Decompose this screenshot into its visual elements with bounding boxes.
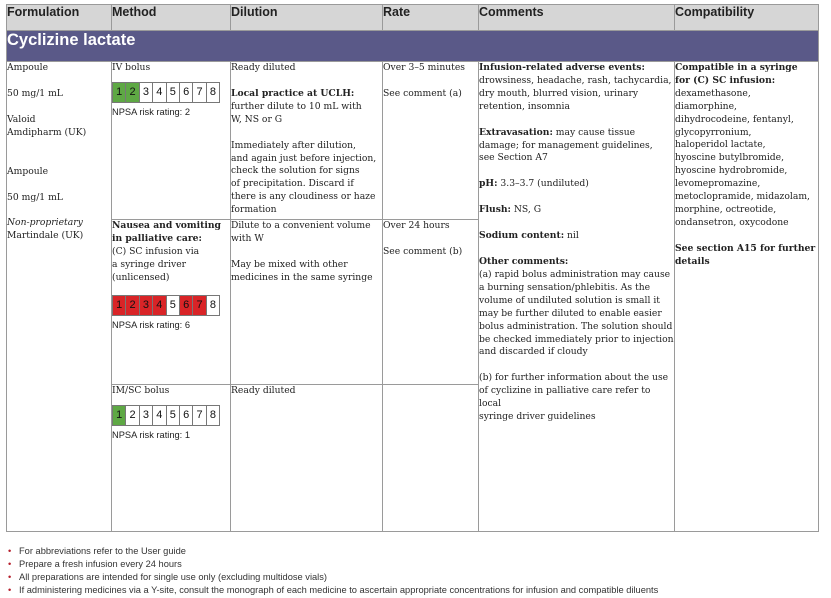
method-label: in palliative care: bbox=[112, 232, 202, 244]
method-row-iv bbox=[7, 62, 819, 220]
comment-line: volume of undiluted solution is small it bbox=[479, 294, 660, 306]
comment-line bbox=[479, 178, 674, 191]
dilution-line: Ready diluted bbox=[231, 62, 296, 73]
compatible-drug: ondansetron, oxycodone bbox=[675, 216, 789, 228]
dilution-line: with W bbox=[231, 232, 264, 244]
flush-title: Flush: bbox=[479, 204, 511, 216]
rate-cell-im-sc bbox=[383, 385, 479, 532]
bullet-icon: • bbox=[8, 546, 12, 556]
compatible-drug: haloperidol lactate, bbox=[675, 139, 766, 151]
footnote bbox=[6, 545, 818, 558]
npsa-risk-label: NPSA risk rating: 1 bbox=[112, 429, 191, 440]
dilution-cell-sc-infusion bbox=[231, 220, 383, 385]
dilution-line: Immediately after dilution, bbox=[231, 139, 356, 151]
method-label: Nausea and vomiting bbox=[112, 220, 221, 231]
comment-line: (a) rapid bolus administration may cause bbox=[479, 268, 671, 280]
risk-box: 6 bbox=[179, 295, 193, 316]
method-label: (unlicensed) bbox=[112, 271, 170, 283]
formulation-line: Martindale (UK) bbox=[7, 230, 84, 242]
risk-box: 3 bbox=[139, 82, 153, 103]
adverse-events-title: Infusion-related adverse events: bbox=[479, 62, 645, 73]
header-formulation: Formulation bbox=[7, 5, 112, 31]
comment-line: and discarded if cloudy bbox=[479, 346, 588, 358]
comment-line: syringe driver guidelines bbox=[479, 411, 596, 423]
dilution-line: Dilute to a convenient volume bbox=[231, 220, 371, 231]
dilution-line: and again just before injection, bbox=[231, 152, 377, 164]
bullet-icon: • bbox=[8, 572, 12, 582]
method-cell-sc-infusion bbox=[112, 220, 231, 385]
risk-box: 2 bbox=[125, 405, 139, 426]
dilution-line: Local practice at UCLH: bbox=[231, 87, 355, 99]
risk-box: 5 bbox=[166, 405, 180, 426]
formulation-line: Ampoule bbox=[7, 165, 49, 177]
risk-box: 7 bbox=[192, 82, 206, 103]
dilution-line: there is any cloudiness or haze bbox=[231, 191, 376, 203]
method-cell-im-sc bbox=[112, 385, 231, 532]
compatible-drug: dihydrocodeine, fentanyl, bbox=[675, 113, 794, 125]
dilution-line: check the solution for signs bbox=[231, 165, 360, 177]
compatibility-title: for (C) SC infusion: bbox=[675, 74, 776, 86]
npsa-risk-label: NPSA risk rating: 6 bbox=[112, 319, 191, 330]
comment-line: see Section A7 bbox=[479, 152, 548, 164]
header-comments: Comments bbox=[479, 5, 675, 31]
dilution-line: W, NS or G bbox=[231, 113, 283, 125]
footnotes bbox=[6, 545, 818, 597]
risk-box: 1 bbox=[112, 82, 126, 103]
method-label: IV bolus bbox=[112, 62, 151, 73]
compatible-drug: hyoscine butylbromide, bbox=[675, 152, 785, 164]
compatible-drug: diamorphine, bbox=[675, 100, 737, 112]
dilution-line: formation bbox=[231, 204, 277, 216]
risk-box: 3 bbox=[139, 405, 153, 426]
sodium-title: Sodium content: bbox=[479, 230, 565, 242]
method-cell-iv bbox=[112, 62, 231, 220]
flush-value: NS, G bbox=[513, 204, 542, 216]
extravasation-title: Extravasation: bbox=[479, 126, 553, 138]
bullet-icon: • bbox=[8, 559, 12, 569]
compatible-drug: glycopyrronium, bbox=[675, 126, 752, 138]
risk-box: 5 bbox=[166, 295, 180, 316]
rate-line: Over 3–5 minutes bbox=[383, 62, 466, 73]
risk-box: 1 bbox=[112, 405, 126, 426]
header-rate: Rate bbox=[383, 5, 479, 31]
formulation-line: Ampoule bbox=[7, 62, 49, 73]
footnote bbox=[6, 584, 818, 597]
compatible-drug: morphine, octreotide, bbox=[675, 203, 777, 215]
comment-line: retention, insomnia bbox=[479, 100, 570, 112]
risk-box: 8 bbox=[206, 82, 220, 103]
risk-box: 2 bbox=[125, 82, 139, 103]
comment-line bbox=[479, 127, 674, 140]
risk-box: 1 bbox=[112, 295, 126, 316]
header-row bbox=[7, 5, 819, 31]
risk-box: 5 bbox=[166, 82, 180, 103]
risk-box: 8 bbox=[206, 405, 220, 426]
dilution-line: May be mixed with other bbox=[231, 258, 348, 270]
comment-line: be checked immediately prior to injection bbox=[479, 333, 674, 345]
rate-cell-sc-infusion bbox=[383, 220, 479, 385]
rate-line: Over 24 hours bbox=[383, 220, 450, 231]
monograph-page bbox=[6, 4, 818, 532]
dilution-line: medicines in the same syringe bbox=[231, 271, 373, 283]
see-section-note: See section A15 for further bbox=[675, 242, 816, 254]
method-label: a syringe driver bbox=[112, 258, 187, 270]
formulation-line: 50 mg/1 mL bbox=[7, 87, 63, 99]
risk-box: 4 bbox=[152, 82, 166, 103]
header-method: Method bbox=[112, 5, 231, 31]
risk-rating-bar bbox=[112, 295, 230, 316]
risk-box: 3 bbox=[139, 295, 153, 316]
footnote-text: Prepare a fresh infusion every 24 hours bbox=[19, 559, 182, 569]
ph-title: pH: bbox=[479, 178, 498, 190]
compatible-drug: levomepromazine, bbox=[675, 178, 761, 190]
method-label: IM/SC bolus bbox=[112, 385, 170, 396]
header-compatibility: Compatibility bbox=[675, 5, 819, 31]
comment-line: (b) for further information about the use bbox=[479, 372, 669, 384]
compatible-drug: hyoscine hydrobromide, bbox=[675, 165, 788, 177]
comments-cell bbox=[479, 62, 675, 532]
risk-box: 4 bbox=[152, 295, 166, 316]
comment-line: may be further diluted to enable easier bbox=[479, 307, 662, 319]
formulation-line: 50 mg/1 mL bbox=[7, 191, 63, 203]
risk-box: 6 bbox=[179, 82, 193, 103]
dilution-line: of precipitation. Discard if bbox=[231, 178, 354, 190]
header-dilution: Dilution bbox=[231, 5, 383, 31]
footnote bbox=[6, 558, 818, 571]
risk-box: 7 bbox=[192, 295, 206, 316]
comment-line: damage; for management guidelines, bbox=[479, 139, 653, 151]
footnote-text: For abbreviations refer to the User guide bbox=[19, 546, 186, 556]
method-label: (C) SC infusion via bbox=[112, 245, 200, 257]
compatibility-cell bbox=[675, 62, 819, 532]
footnote bbox=[6, 571, 818, 584]
dilution-line: Ready diluted bbox=[231, 385, 296, 396]
comment-line bbox=[479, 204, 674, 217]
risk-box: 2 bbox=[125, 295, 139, 316]
npsa-risk-label: NPSA risk rating: 2 bbox=[112, 106, 191, 117]
comment-line: a burning sensation/phlebitis. As the bbox=[479, 281, 651, 293]
dilution-cell-iv bbox=[231, 62, 383, 220]
comment-line: dry mouth, blurred vision, urinary bbox=[479, 87, 639, 99]
compatibility-title: Compatible in a syringe bbox=[675, 62, 798, 73]
see-section-note: details bbox=[675, 255, 710, 267]
rate-cell-iv bbox=[383, 62, 479, 220]
risk-rating-bar bbox=[112, 405, 230, 426]
footnote-text: All preparations are intended for single use only (excluding multidose vials) bbox=[19, 572, 327, 582]
dilution-line: further dilute to 10 mL with bbox=[231, 100, 362, 112]
title-row bbox=[7, 31, 819, 62]
compatible-drug: metoclopramide, midazolam, bbox=[675, 191, 810, 203]
risk-box: 4 bbox=[152, 405, 166, 426]
comment-line bbox=[479, 230, 674, 243]
formulation-line: Valoid bbox=[7, 113, 36, 125]
comment-line: of cyclizine in palliative care refer to local bbox=[479, 385, 651, 410]
rate-line: See comment (a) bbox=[383, 87, 462, 99]
extravasation-text: may cause tissue bbox=[555, 126, 636, 138]
risk-rating-bar bbox=[112, 82, 230, 103]
formulation-line: Amdipharm (UK) bbox=[7, 126, 87, 138]
monograph-table bbox=[6, 4, 819, 532]
footnote-text: If administering medicines via a Y-site, consult the monograph of each medicine to ascertain appropriate concentrations for infusion and compatible diluents bbox=[19, 585, 659, 595]
risk-box: 8 bbox=[206, 295, 220, 316]
ph-value: 3.3–3.7 (undiluted) bbox=[500, 178, 589, 190]
sodium-value: nil bbox=[567, 230, 579, 242]
drug-title: Cyclizine lactate bbox=[7, 31, 819, 62]
formulation-line: Non-proprietary bbox=[7, 217, 83, 229]
bullet-icon: • bbox=[8, 585, 12, 595]
comment-line: bolus administration. The solution should bbox=[479, 320, 673, 332]
formulation-cell bbox=[7, 62, 112, 532]
dilution-cell-im-sc bbox=[231, 385, 383, 532]
risk-box: 6 bbox=[179, 405, 193, 426]
compatible-drug: dexamethasone, bbox=[675, 87, 751, 99]
other-comments-title: Other comments: bbox=[479, 256, 569, 268]
risk-box: 7 bbox=[192, 405, 206, 426]
comment-line: drowsiness, headache, rash, tachycardia, bbox=[479, 74, 672, 86]
rate-line: See comment (b) bbox=[383, 245, 463, 257]
